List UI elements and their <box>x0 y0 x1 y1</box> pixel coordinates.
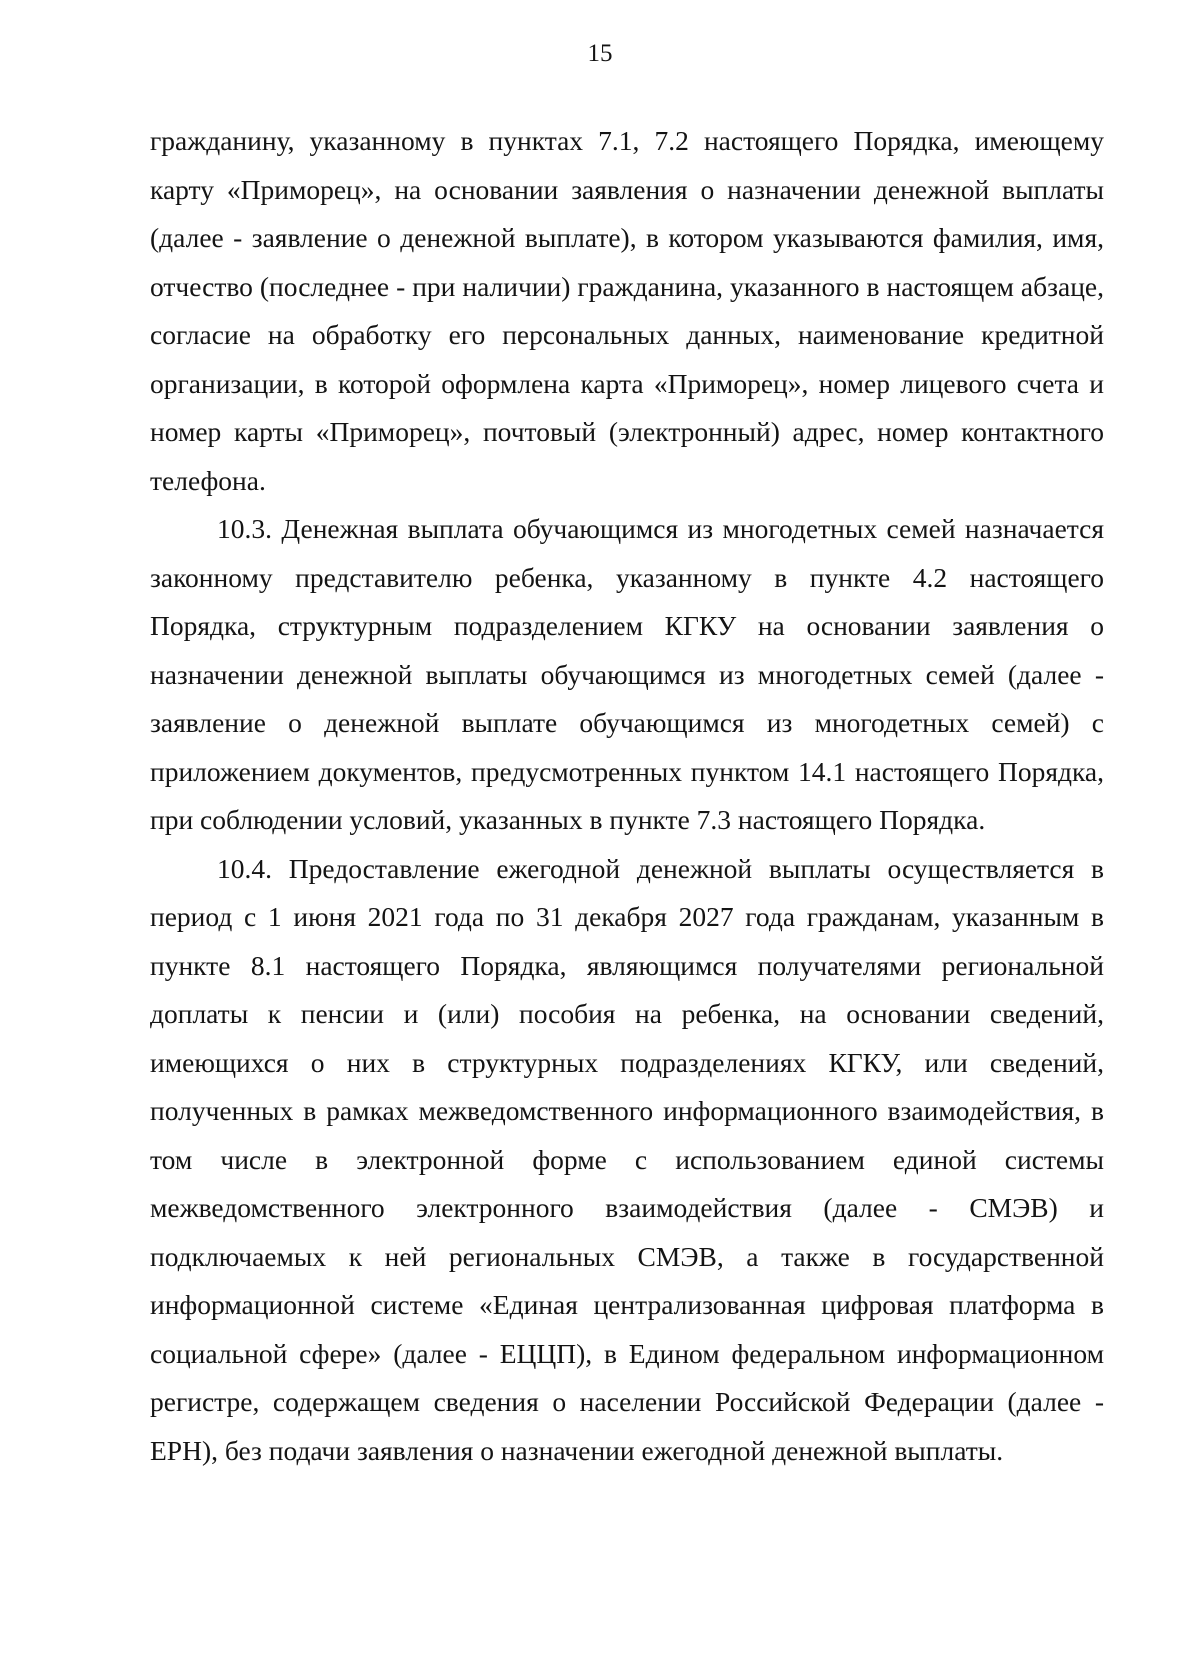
paragraph-continuation: гражданину, указанному в пунктах 7.1, 7.2 настоящего Порядка, имеющему карту «Приморец», на основании заявления о назначении денежной выплаты (далее - заявление о денежной выплате), в котором указываются фамилия, имя, отчество (последнее - при наличии) гражданина, указанного в настоящем абзаце, согласие на обработку его персональных данных, наименование кредитной организации, в которой оформлена карта «Приморец», номер лицевого счета и номер карты «Приморец», почтовый (электронный) адрес, номер контактного телефона. <box>150 125 1104 496</box>
paragraph-clause-10-4: 10.4. Предоставление ежегодной денежной выплаты осуществляется в период с 1 июня 2021 года по 31 декабря 2027 года гражданам, указанным в пункте 8.1 настоящего Порядка, являющимся получателями региональной доплаты к пенсии и (или) пособия на ребенка, на основании сведений, имеющихся о них в структурных подразделениях КГКУ, или сведений, полученных в рамках межведомственного информационного взаимодействия, в том числе в электронной форме с использованием единой системы межведомственного электронного взаимодействия (далее - СМЭВ) и подключаемых к ней региональных СМЭВ, а также в государственной информационной системе «Единая централизованная цифровая платформа в социальной сфере» (далее - ЕЦЦП), в Едином федеральном информационном регистре, содержащем сведения о населении Российской Федерации (далее - ЕРН), без подачи заявления о назначении ежегодной денежной выплаты. <box>150 852 1104 1466</box>
document-body <box>150 117 1104 1475</box>
paragraph-clause-10-3: 10.3. Денежная выплата обучающимся из многодетных семей назначается законному представителю ребенка, указанному в пункте 4.2 настоящего Порядка, структурным подразделением КГКУ на основании заявления о назначении денежной выплаты обучающимся из многодетных семей (далее - заявление о денежной выплате обучающимся из многодетных семей) с приложением документов, предусмотренных пунктом 14.1 настоящего Порядка, при соблюдении условий, указанных в пункте 7.3 настоящего Порядка. <box>150 513 1104 835</box>
page-number: 15 <box>587 40 613 67</box>
